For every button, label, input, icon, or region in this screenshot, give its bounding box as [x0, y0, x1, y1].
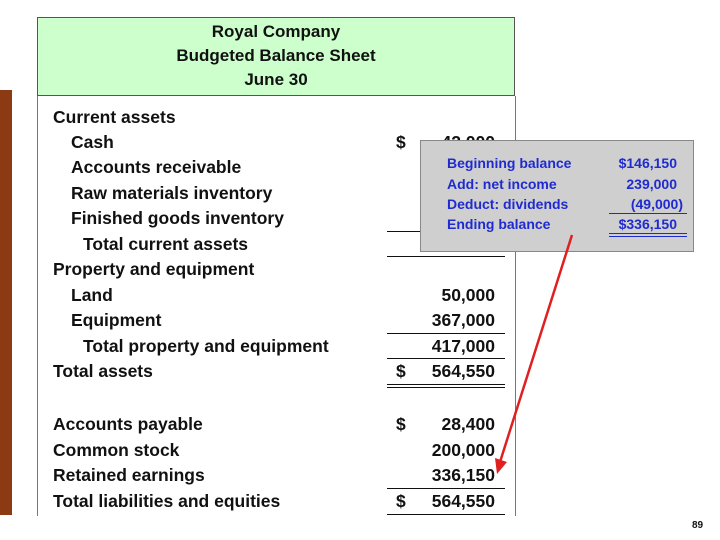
section-property-equipment: Property and equipment [53, 259, 255, 279]
row-equipment-label: Equipment [71, 310, 162, 330]
row-total-liabilities-dollar: $ [396, 491, 406, 511]
popup-dividends-label: Deduct: dividends [447, 196, 569, 212]
statement-date: June 30 [244, 70, 308, 89]
row-accounts-payable-label: Accounts payable [53, 414, 203, 434]
row-total-property-label: Total property and equipment [83, 336, 329, 356]
popup-ending-balance-label: Ending balance [447, 216, 551, 232]
row-total-assets-dollar: $ [396, 361, 406, 381]
row-total-assets-label: Total assets [53, 361, 153, 381]
popup-beginning-balance-label: Beginning balance [447, 155, 572, 171]
popup-ending-balance-amount: $336,150 [618, 216, 677, 232]
row-accounts-receivable-label: Accounts receivable [71, 157, 242, 177]
popup-net-income-amount: 239,000 [626, 176, 677, 192]
row-common-stock-amount: 200,000 [431, 440, 495, 460]
row-cash-label: Cash [71, 132, 114, 152]
row-accounts-payable-dollar: $ [396, 414, 406, 434]
row-land-amount: 50,000 [441, 285, 495, 305]
row-total-current-assets-label: Total current assets [83, 234, 249, 254]
section-current-assets: Current assets [53, 107, 176, 127]
row-cash-dollar: $ [396, 132, 406, 152]
row-finished-goods-label: Finished goods inventory [71, 208, 284, 228]
popup-net-income-label: Add: net income [447, 176, 557, 192]
popup-dividends-amount: (49,000) [630, 196, 683, 212]
row-accounts-payable-amount: 28,400 [441, 414, 495, 434]
page-number: 89 [692, 520, 704, 531]
row-total-liabilities-label: Total liabilities and equities [53, 491, 281, 511]
row-common-stock-label: Common stock [53, 440, 180, 460]
company-name: Royal Company [211, 22, 341, 41]
row-land-label: Land [71, 285, 113, 305]
row-total-property-amount: 417,000 [431, 336, 495, 356]
row-total-assets-amount: 564,550 [431, 361, 495, 381]
row-retained-earnings-amount: 336,150 [431, 465, 495, 485]
row-equipment-amount: 367,000 [431, 310, 495, 330]
row-raw-materials-label: Raw materials inventory [71, 183, 273, 203]
statement-title: Budgeted Balance Sheet [176, 46, 376, 65]
popup-beginning-balance-amount: $146,150 [618, 155, 677, 171]
row-retained-earnings-label: Retained earnings [53, 465, 205, 485]
row-total-liabilities-amount: 564,550 [431, 491, 495, 511]
